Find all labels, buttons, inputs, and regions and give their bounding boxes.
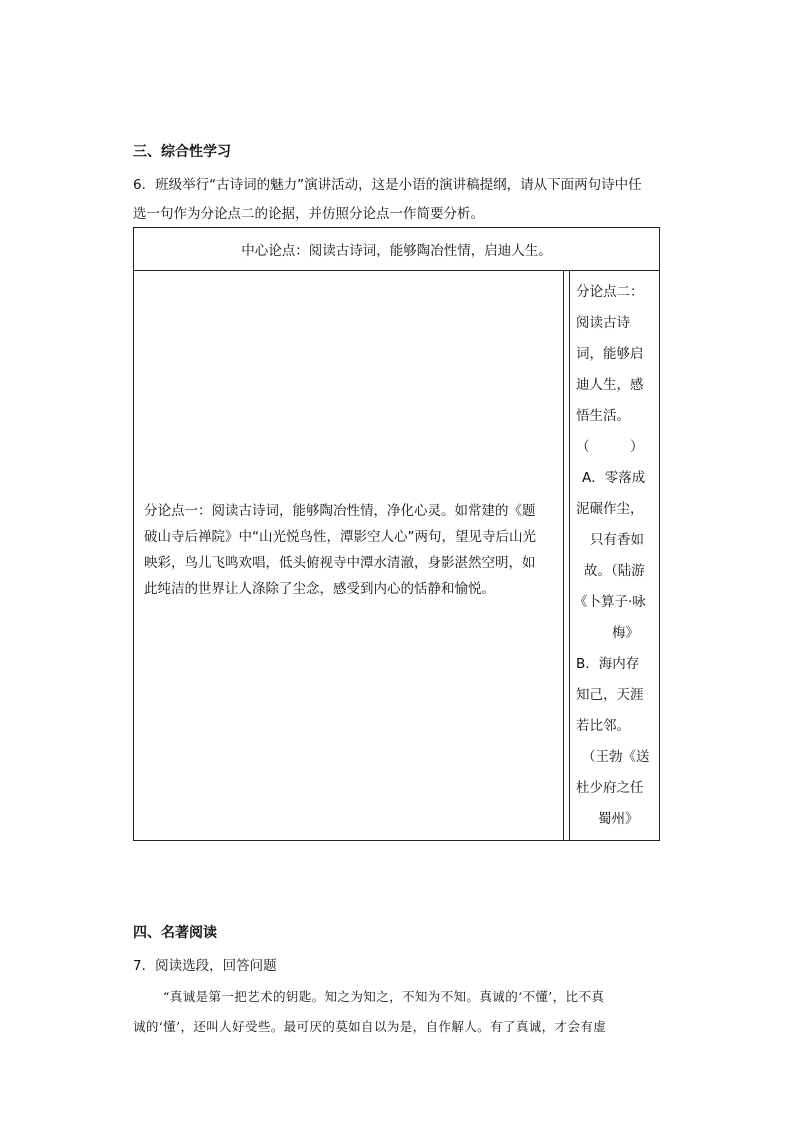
passage-line-1: “真诚是第一把艺术的钥匙。知之为知之，不知为不知。真诚的‘不懂’，比不真 — [163, 989, 605, 1004]
option-a-line: 只有香如 — [590, 532, 644, 548]
option-b-line: 蜀州》 — [598, 811, 639, 827]
point-one-line: 映彩，鸟儿飞鸣欢唱，低头俯视寺中潭水清澈，身影湛然空明，如 — [144, 555, 536, 571]
option-b-line: 知己，天涯 — [576, 687, 644, 703]
passage-line-2: 诚的‘懂’，还叫人好受些。最可厌的莫如自以为是，自作解人。有了真诚，才会有虚 — [133, 1019, 607, 1034]
option-a-line: A．零落成 — [582, 470, 646, 486]
option-b-line: （王勃《送 — [582, 749, 650, 765]
option-a-line: 梅》 — [612, 625, 639, 641]
section-heading-3: 三、综合性学习 — [133, 144, 231, 160]
point-one-line: 分论点一：阅读古诗词，能够陶冶性情，净化心灵。如常建的《题 — [144, 503, 536, 519]
option-b-line: 若比邻。 — [576, 718, 630, 734]
outline-table — [133, 227, 660, 841]
column-divider-double — [569, 270, 570, 841]
section-heading-4: 四、名著阅读 — [133, 925, 217, 941]
point-two-line: 词，能够启 — [576, 346, 644, 362]
option-a-line: 故。（陆游 — [584, 563, 645, 579]
question-7-line: 7．阅读选段，回答问题 — [133, 958, 277, 974]
question-6-line-1: 6．班级举行“古诗词的魅力”演讲活动，这是小语的演讲稿提纲，请从下面两句诗中任 — [133, 177, 642, 193]
center-point-text: 中心论点：阅读古诗词，能够陶冶性情，启迪人生。 — [241, 243, 552, 259]
point-two-line: 迪人生，感 — [576, 377, 644, 393]
option-b-line: B．海内存 — [576, 656, 640, 672]
column-divider — [563, 270, 564, 841]
option-a-line: 《卜算子·咏 — [574, 594, 646, 610]
point-two-line: 悟生活。 — [576, 408, 630, 424]
answer-bracket: （ ） — [576, 439, 644, 455]
option-b-line: 杜少府之任 — [576, 780, 644, 796]
point-one-cell — [144, 498, 554, 602]
question-6-line-2: 选一句作为分论点二的论据，并仿照分论点一作简要分析。 — [133, 206, 484, 222]
point-one-line: 破山寺后禅院》中“山光悦鸟性，潭影空人心”两句，望见寺后山光 — [144, 529, 536, 545]
center-point-cell — [134, 228, 659, 271]
point-two-line: 分论点二： — [576, 284, 644, 300]
point-one-line: 此纯洁的世界让人涤除了尘念，感受到内心的恬静和愉悦。 — [144, 581, 495, 597]
option-a-line: 泥碾作尘， — [576, 501, 644, 517]
point-two-line: 阅读古诗 — [576, 315, 630, 331]
